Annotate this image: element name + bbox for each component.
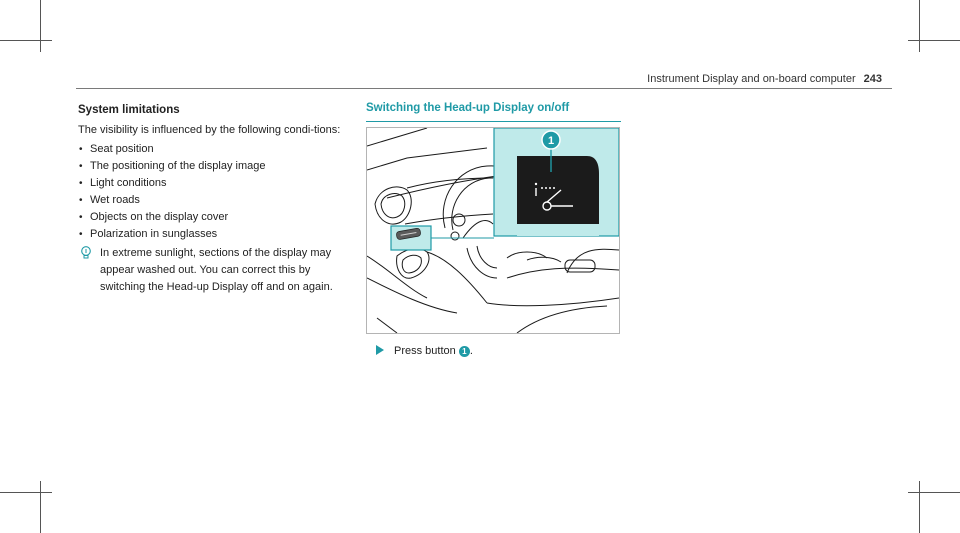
page-number: 243 bbox=[863, 73, 882, 85]
step-text: Press button bbox=[394, 345, 456, 357]
crop-mark bbox=[40, 481, 41, 533]
crop-mark bbox=[40, 0, 41, 52]
limitations-section bbox=[78, 102, 353, 296]
crop-mark bbox=[0, 492, 52, 493]
list-item: • Light conditions bbox=[78, 175, 353, 192]
dashboard-illustration bbox=[366, 127, 620, 334]
section-title: Switching the Head-up Display on/off bbox=[366, 102, 570, 114]
list-item: • The positioning of the display image bbox=[78, 158, 353, 175]
crop-mark bbox=[0, 40, 52, 41]
info-icon bbox=[80, 246, 92, 260]
list-item: • Objects on the display cover bbox=[78, 209, 353, 226]
note-text: In extreme sunlight, sections of the display may appear washed out. You can correct this by switching the Head-up Display off and on again. bbox=[100, 247, 333, 293]
running-header bbox=[647, 73, 882, 85]
header-rule bbox=[76, 88, 892, 89]
chapter-title: Instrument Display and on-board computer bbox=[647, 73, 856, 85]
instruction-step bbox=[366, 343, 473, 360]
step-punct: . bbox=[469, 345, 473, 357]
intro-text: The visibility is influenced by the following condi-tions: bbox=[78, 124, 341, 136]
info-note bbox=[78, 245, 353, 296]
crop-mark bbox=[908, 492, 960, 493]
limitations-list bbox=[78, 141, 353, 243]
cockpit-drawing bbox=[367, 128, 619, 333]
title-rule bbox=[366, 121, 621, 122]
switching-section bbox=[366, 102, 621, 114]
crop-mark bbox=[919, 481, 920, 533]
crop-mark bbox=[908, 40, 960, 41]
section-title: System limitations bbox=[78, 104, 180, 116]
callout-number: 1 bbox=[547, 135, 555, 147]
step-arrow-icon bbox=[376, 345, 384, 355]
list-item: • Wet roads bbox=[78, 192, 353, 209]
reference-badge: 1 bbox=[459, 346, 470, 357]
crop-mark bbox=[919, 0, 920, 52]
list-item: • Polarization in sunglasses bbox=[78, 226, 353, 243]
list-item: • Seat position bbox=[78, 141, 353, 158]
